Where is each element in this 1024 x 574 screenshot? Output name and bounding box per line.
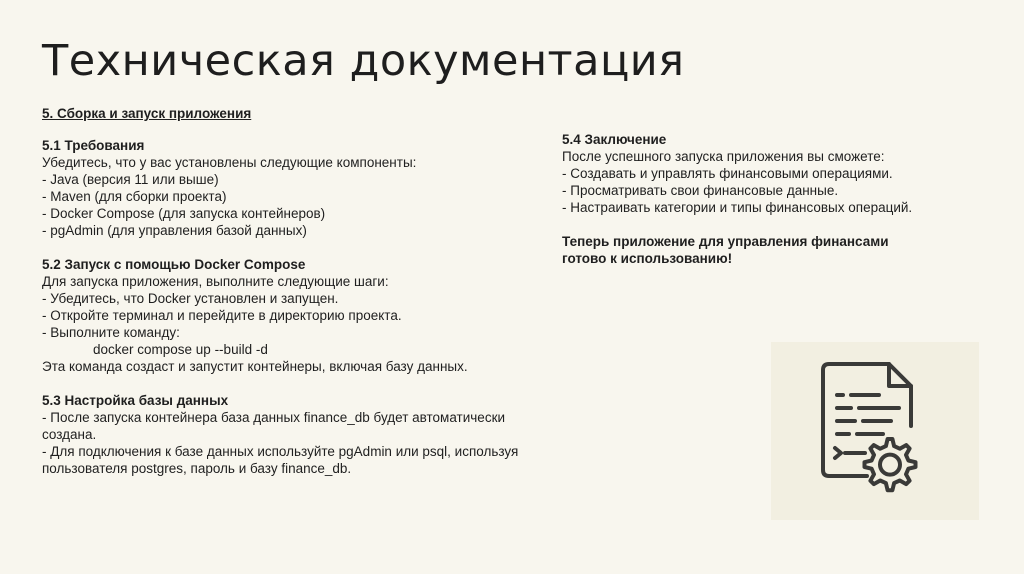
left-column	[42, 137, 542, 494]
list-item: - Docker Compose (для запуска контейнеров)	[42, 206, 326, 221]
illustration-panel	[771, 342, 979, 520]
docker-steps	[42, 290, 542, 341]
docker-block	[42, 256, 542, 375]
list-item: - Выполните команду:	[42, 325, 180, 340]
requirements-heading: 5.1 Требования	[42, 138, 145, 153]
list-item: - Java (версия 11 или выше)	[42, 172, 219, 187]
conclusion-intro: После успешного запуска приложения вы сможете:	[562, 149, 885, 164]
list-item: - Для подключения к базе данных используйте pgAdmin или psql, используя пользователя postgres, пароль и базу finance_db.	[42, 444, 519, 476]
list-item: - После запуска контейнера база данных finance_db будет автоматически создана.	[42, 410, 506, 442]
conclusion-block	[562, 131, 952, 216]
list-item: - Настраивать категории и типы финансовых операций.	[562, 200, 913, 215]
database-heading: 5.3 Настройка базы данных	[42, 393, 229, 408]
requirements-list	[42, 171, 542, 239]
list-item: - Убедитесь, что Docker установлен и запущен.	[42, 291, 339, 306]
conclusion-list	[562, 165, 952, 216]
closing-statement: Теперь приложение для управления финансами готово к использованию!	[562, 234, 889, 266]
section-heading: 5. Сборка и запуск приложения	[42, 106, 252, 121]
requirements-block	[42, 137, 542, 239]
list-item: - pgAdmin (для управления базой данных)	[42, 223, 307, 238]
page-title: Техническая документация	[42, 36, 685, 86]
docker-heading: 5.2 Запуск с помощью Docker Compose	[42, 257, 306, 272]
list-item: - Maven (для сборки проекта)	[42, 189, 227, 204]
docker-intro: Для запуска приложения, выполните следующие шаги:	[42, 274, 389, 289]
right-column	[562, 131, 952, 267]
requirements-intro: Убедитесь, что у вас установлены следующие компоненты:	[42, 155, 417, 170]
database-block	[42, 392, 542, 477]
list-item: - Откройте терминал и перейдите в директорию проекта.	[42, 308, 402, 323]
list-item: - Просматривать свои финансовые данные.	[562, 183, 839, 198]
conclusion-heading: 5.4 Заключение	[562, 132, 667, 147]
docker-note: Эта команда создаст и запустит контейнеры, включая базу данных.	[42, 359, 468, 374]
document-gear-icon	[771, 342, 979, 520]
docker-command: docker compose up --build -d	[93, 342, 268, 357]
database-list	[42, 409, 542, 477]
list-item: - Создавать и управлять финансовыми операциями.	[562, 166, 893, 181]
